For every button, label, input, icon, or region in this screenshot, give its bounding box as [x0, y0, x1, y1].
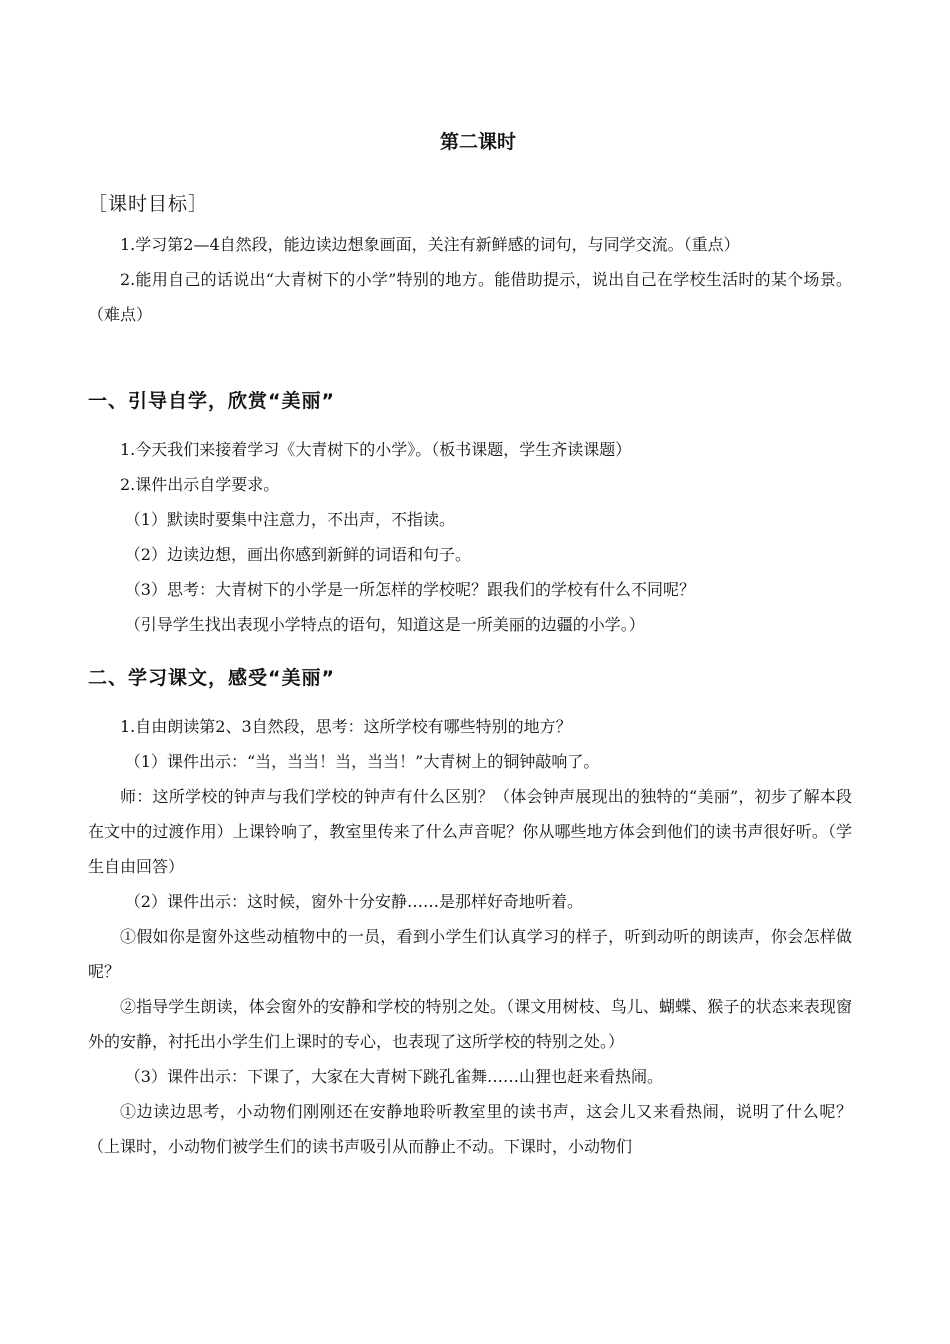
objective-item-1: 1.学习第2—4自然段，能边读边想象画面，关注有新鲜感的词句，与同学交流。（重点） — [120, 235, 740, 254]
section2-heading: 二、学习课文，感受“美丽” — [88, 667, 335, 689]
section1-line-4: （2）边读边想，画出你感到新鲜的词语和句子。 — [124, 545, 471, 564]
page-title: 第二课时 — [439, 131, 516, 153]
objectives-heading: ［课时目标］ — [88, 193, 209, 215]
section2-body — [88, 709, 852, 1164]
objective-item-2: 2.能用自己的话说出“大青树下的小学”特别的地方。能借助提示，说出自己在学校生活时的某个场景。（难点） — [88, 270, 852, 324]
section2-line-8: ①边读边思考，小动物们刚刚还在安静地聆听教室里的读书声，这会儿又来看热闹，说明了什么呢？（上课时，小动物们被学生们的读书声吸引从而静止不动。下课时，小动物们 — [88, 1102, 852, 1156]
section1-heading: 一、引导自学，欣赏“美丽” — [88, 390, 335, 412]
section2-line-6: ②指导学生朗读，体会窗外的安静和学校的特别之处。（课文用树枝、鸟儿、蝴蝶、猴子的状态来表现窗外的安静，衬托出小学生们上课时的专心，也表现了这所学校的特别之处。） — [88, 997, 852, 1051]
section2-line-2: （1）课件出示：“当，当当！当，当当！”大青树上的铜钟敲响了。 — [124, 752, 600, 771]
section2-line-4: （2）课件出示：这时候，窗外十分安静……是那样好奇地听着。 — [124, 892, 583, 911]
section2-line-5: ①假如你是窗外这些动植物中的一员，看到小学生们认真学习的样子，听到动听的朗读声，你会怎样做呢？ — [88, 927, 852, 981]
objectives-list — [88, 227, 852, 332]
section1-line-3: （1）默读时要集中注意力，不出声，不指读。 — [124, 510, 455, 529]
section1-line-5: （3）思考：大青树下的小学是一所怎样的学校呢？跟我们的学校有什么不同呢？ — [124, 580, 695, 599]
section1-line-1: 1.今天我们来接着学习《大青树下的小学》。（板书课题，学生齐读课题） — [120, 440, 632, 459]
section2-line-7: （3）课件出示：下课了，大家在大青树下跳孔雀舞……山狸也赶来看热闹。 — [124, 1067, 663, 1086]
section2-line-1: 1.自由朗读第2、3自然段，思考：这所学校有哪些特别的地方？ — [120, 717, 572, 736]
section1-line-2: 2.课件出示自学要求。 — [120, 475, 280, 494]
section1-body — [88, 432, 852, 642]
section1-line-6: （引导学生找出表现小学特点的语句，知道这是一所美丽的边疆的小学。） — [124, 615, 645, 634]
section2-line-3: 师：这所学校的钟声与我们学校的钟声有什么区别？（体会钟声展现出的独特的“美丽”，初步了解本段在文中的过渡作用）上课铃响了，教室里传来了什么声音呢？你从哪些地方体会到他们的读书声很好听。（学生自由回答） — [88, 787, 852, 876]
